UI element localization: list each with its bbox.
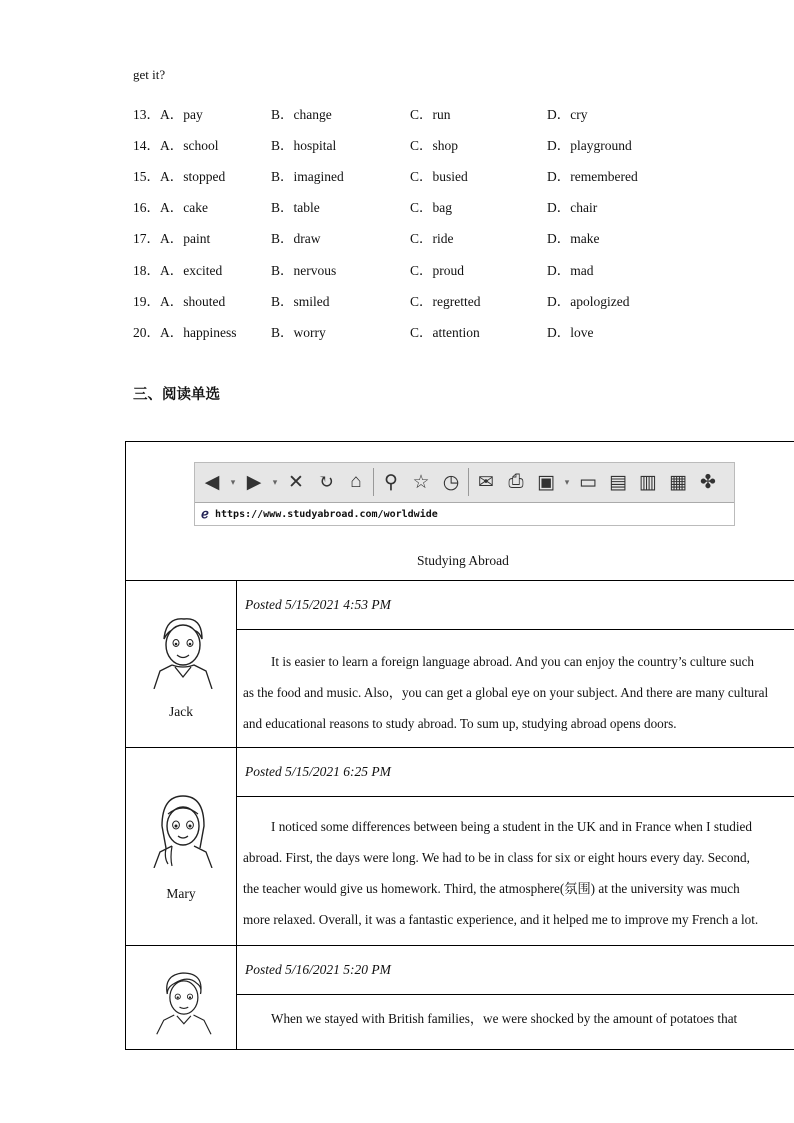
option-c: C．busied: [410, 168, 468, 184]
option-row: [133, 284, 773, 315]
toolbar: [195, 463, 734, 501]
avatar: [148, 966, 218, 1036]
post-body: [237, 630, 794, 739]
option-a: A．pay: [160, 106, 203, 122]
search-icon: ⚲: [384, 471, 398, 493]
option-c: C．ride: [410, 231, 454, 247]
author-cell: [126, 748, 237, 946]
post-line: It is easier to learn a foreign language abroad. And you can enjoy the country’s culture such: [271, 654, 755, 669]
passage-fragment: get it?: [133, 67, 166, 82]
post-body: [237, 797, 794, 935]
post-line: the teacher would give us homework. Third, the atmosphere(氛围) at the university was much: [243, 881, 740, 896]
avatar: [142, 609, 222, 689]
option-d: D．make: [547, 231, 600, 247]
option-c: C．shop: [410, 137, 459, 153]
question-number: 16．: [133, 200, 160, 216]
option-a: A．excited: [160, 262, 223, 278]
section-heading: 三、阅读单选: [133, 387, 220, 403]
option-a: A．happiness: [160, 324, 237, 340]
post-timestamp: Posted 5/16/2021 5:20 PM: [245, 962, 391, 977]
avatar: [142, 788, 222, 868]
home-icon: ⌂: [350, 471, 362, 492]
option-b: B．smiled: [271, 293, 330, 309]
option-b: B．imagined: [271, 168, 344, 184]
option-row: [133, 253, 773, 284]
question-number: 14．: [133, 137, 160, 153]
option-row: [133, 191, 773, 222]
page-header-cell: [126, 442, 794, 581]
option-d: D．remembered: [547, 168, 638, 184]
ie-page-icon: ℯ: [201, 506, 209, 522]
question-number: 17．: [133, 231, 160, 247]
post-line: more relaxed. Overall, it was a fantastic experience, and it helped me to improve my French a lot.: [243, 912, 759, 927]
dropdown-arrow-icon: ▾: [230, 476, 236, 487]
post-header-cell: [237, 946, 794, 995]
option-a: A．shouted: [160, 293, 226, 309]
research-icon: ▥: [639, 471, 657, 493]
option-row: [133, 315, 773, 346]
dropdown-arrow-icon: ▾: [272, 476, 278, 487]
option-a: A．paint: [160, 231, 211, 247]
option-a: A．cake: [160, 200, 208, 216]
question-number: 13．: [133, 106, 160, 122]
question-number: 19．: [133, 293, 160, 309]
question-number: 20．: [133, 324, 160, 340]
address-bar: [195, 502, 734, 525]
back-icon: ◀: [204, 471, 220, 493]
post-line: I noticed some differences between being a student in the UK and in France when I studied: [271, 819, 752, 834]
discuss-icon: ▭: [579, 471, 597, 493]
post-body: [237, 995, 794, 1034]
forum-table: [125, 441, 794, 1050]
history-icon: ◷: [442, 471, 460, 493]
post-line: abroad. First, the days were long. We had to be in class for six or eight hours every day. Second,: [243, 850, 750, 865]
option-d: D．playground: [547, 137, 632, 153]
msn-people-icon: ✤: [700, 471, 716, 493]
author-cell: [126, 946, 237, 1050]
option-row: [133, 222, 773, 253]
post-header-cell: [237, 748, 794, 797]
option-c: C．proud: [410, 262, 464, 278]
stop-icon: ✕: [288, 471, 304, 493]
url-text: https://www.studyabroad.com/worldwide: [215, 508, 438, 520]
author-name: Mary: [166, 886, 196, 901]
option-b: B．table: [271, 200, 320, 216]
option-row: [133, 128, 773, 159]
option-row: [133, 159, 773, 190]
answer-options: [133, 97, 773, 347]
option-row: [133, 97, 773, 128]
post-header-cell: [237, 581, 794, 630]
option-d: D．cry: [547, 106, 588, 122]
question-number: 15．: [133, 168, 160, 184]
print-icon: ⎙: [508, 471, 524, 492]
option-b: B．nervous: [271, 262, 337, 278]
author-cell: [126, 581, 237, 748]
edit-icon: ▣: [537, 471, 555, 493]
option-c: C．bag: [410, 200, 452, 216]
option-a: A．school: [160, 137, 219, 153]
refresh-icon: ↻: [318, 471, 334, 493]
post-timestamp: Posted 5/15/2021 6:25 PM: [245, 764, 391, 779]
option-b: B．hospital: [271, 137, 337, 153]
option-d: D．love: [547, 324, 594, 340]
option-b: B．change: [271, 106, 332, 122]
option-b: B．draw: [271, 231, 321, 247]
author-name: Jack: [169, 704, 193, 719]
option-d: D．apologized: [547, 293, 630, 309]
option-c: C．regretted: [410, 293, 481, 309]
page-title: Studying Abroad: [417, 553, 509, 568]
post-line: as the food and music. Also，you can get a global eye on your subject. And there are many cultural: [243, 685, 769, 700]
option-a: A．stopped: [160, 168, 226, 184]
option-c: C．run: [410, 106, 451, 122]
browser-toolbar-image: [194, 462, 735, 526]
dropdown-arrow-icon: ▾: [564, 476, 570, 487]
post-line: When we stayed with British families，we were shocked by the amount of potatoes that: [271, 1011, 738, 1026]
post-body-cell: [237, 630, 794, 748]
post-line: and educational reasons to study abroad. To sum up, studying abroad opens doors.: [243, 716, 677, 731]
option-d: D．mad: [547, 262, 594, 278]
post-timestamp: Posted 5/15/2021 4:53 PM: [245, 597, 391, 612]
option-b: B．worry: [271, 324, 326, 340]
tool-icon: ▦: [669, 471, 687, 493]
option-c: C．attention: [410, 324, 480, 340]
mail-icon: ✉: [478, 471, 494, 493]
forward-icon: ▶: [246, 471, 262, 493]
post-body-cell: [237, 797, 794, 946]
option-d: D．chair: [547, 200, 598, 216]
post-body-cell: [237, 995, 794, 1050]
question-number: 18．: [133, 262, 160, 278]
messenger-icon: ▤: [609, 471, 627, 493]
favorites-star-icon: ☆: [412, 471, 430, 493]
